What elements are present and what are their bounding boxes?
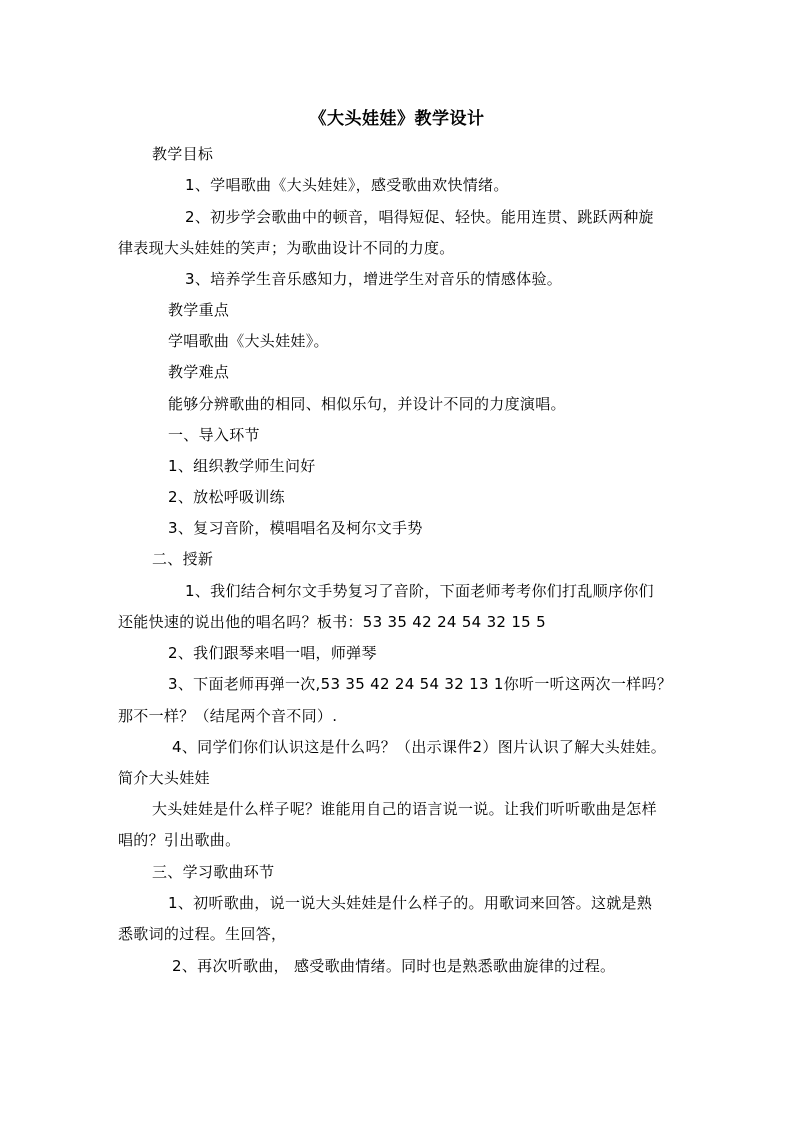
objective-2-line-2: 律表现大头娃娃的笑声；为歌曲设计不同的力度。 bbox=[118, 239, 455, 257]
section-heading-learn-song: 三、学习歌曲环节 bbox=[152, 863, 275, 881]
intro-step-3: 3、复习音阶，模唱唱名及柯尔文手势 bbox=[168, 519, 423, 537]
section-heading-difficulties: 教学难点 bbox=[168, 363, 230, 381]
intro-step-1: 1、组织教学师生问好 bbox=[168, 457, 316, 475]
objective-1: 1、学唱歌曲《大头娃娃》，感受歌曲欢快情绪。 bbox=[185, 176, 509, 194]
section-heading-objectives: 教学目标 bbox=[152, 145, 214, 163]
new-lesson-step-1-line-2: 还能快速的说出他的唱名吗？板书：53 35 42 24 54 32 15 5 bbox=[118, 613, 546, 631]
section-heading-key-points: 教学重点 bbox=[168, 301, 230, 319]
doll-description-line-2: 唱的？引出歌曲。 bbox=[118, 831, 241, 849]
learn-song-step-1-line-1: 1、初听歌曲，说一说大头娃娃是什么样子的。用歌词来回答。这就是熟 bbox=[168, 894, 653, 912]
objective-3: 3、培养学生音乐感知力，增进学生对音乐的情感体验。 bbox=[185, 270, 563, 288]
objective-2-line-1: 2、初步学会歌曲中的顿音，唱得短促、轻快。能用连贯、跳跃两种旋 bbox=[185, 208, 654, 226]
new-lesson-step-2: 2、我们跟琴来唱一唱，师弹琴 bbox=[168, 644, 377, 662]
difficulty-text: 能够分辨歌曲的相同、相似乐句，并设计不同的力度演唱。 bbox=[168, 395, 566, 413]
new-lesson-step-1-line-1: 1、我们结合柯尔文手势复习了音阶，下面老师考考你们打乱顺序你们 bbox=[185, 582, 654, 600]
new-lesson-step-3-line-2: 那不一样？（结尾两个音不同）. bbox=[118, 707, 338, 725]
learn-song-step-1-line-2: 悉歌词的过程。生回答， bbox=[118, 925, 287, 943]
intro-step-2: 2、放松呼吸训练 bbox=[168, 488, 285, 506]
new-lesson-step-4-line-1: 4、同学们你们认识这是什么吗？（出示课件2）图片认识了解大头娃娃。 bbox=[172, 738, 666, 756]
doll-description-line-1: 大头娃娃是什么样子呢？谁能用自己的语言说一说。让我们听听歌曲是怎样 bbox=[152, 800, 657, 818]
learn-song-step-2: 2、再次听歌曲， 感受歌曲情绪。同时也是熟悉歌曲旋律的过程。 bbox=[172, 957, 616, 975]
section-heading-intro: 一、导入环节 bbox=[168, 426, 260, 444]
new-lesson-step-4-line-2: 简介大头娃娃 bbox=[118, 769, 210, 787]
section-heading-new-lesson: 二、授新 bbox=[152, 550, 214, 568]
key-point-text: 学唱歌曲《大头娃娃》。 bbox=[168, 332, 329, 350]
new-lesson-step-3-line-1: 3、下面老师再弹一次,53 35 42 24 54 32 13 1你听一听这两次一样吗？ bbox=[168, 675, 673, 693]
document-title: 《大头娃娃》教学设计 bbox=[309, 109, 485, 129]
